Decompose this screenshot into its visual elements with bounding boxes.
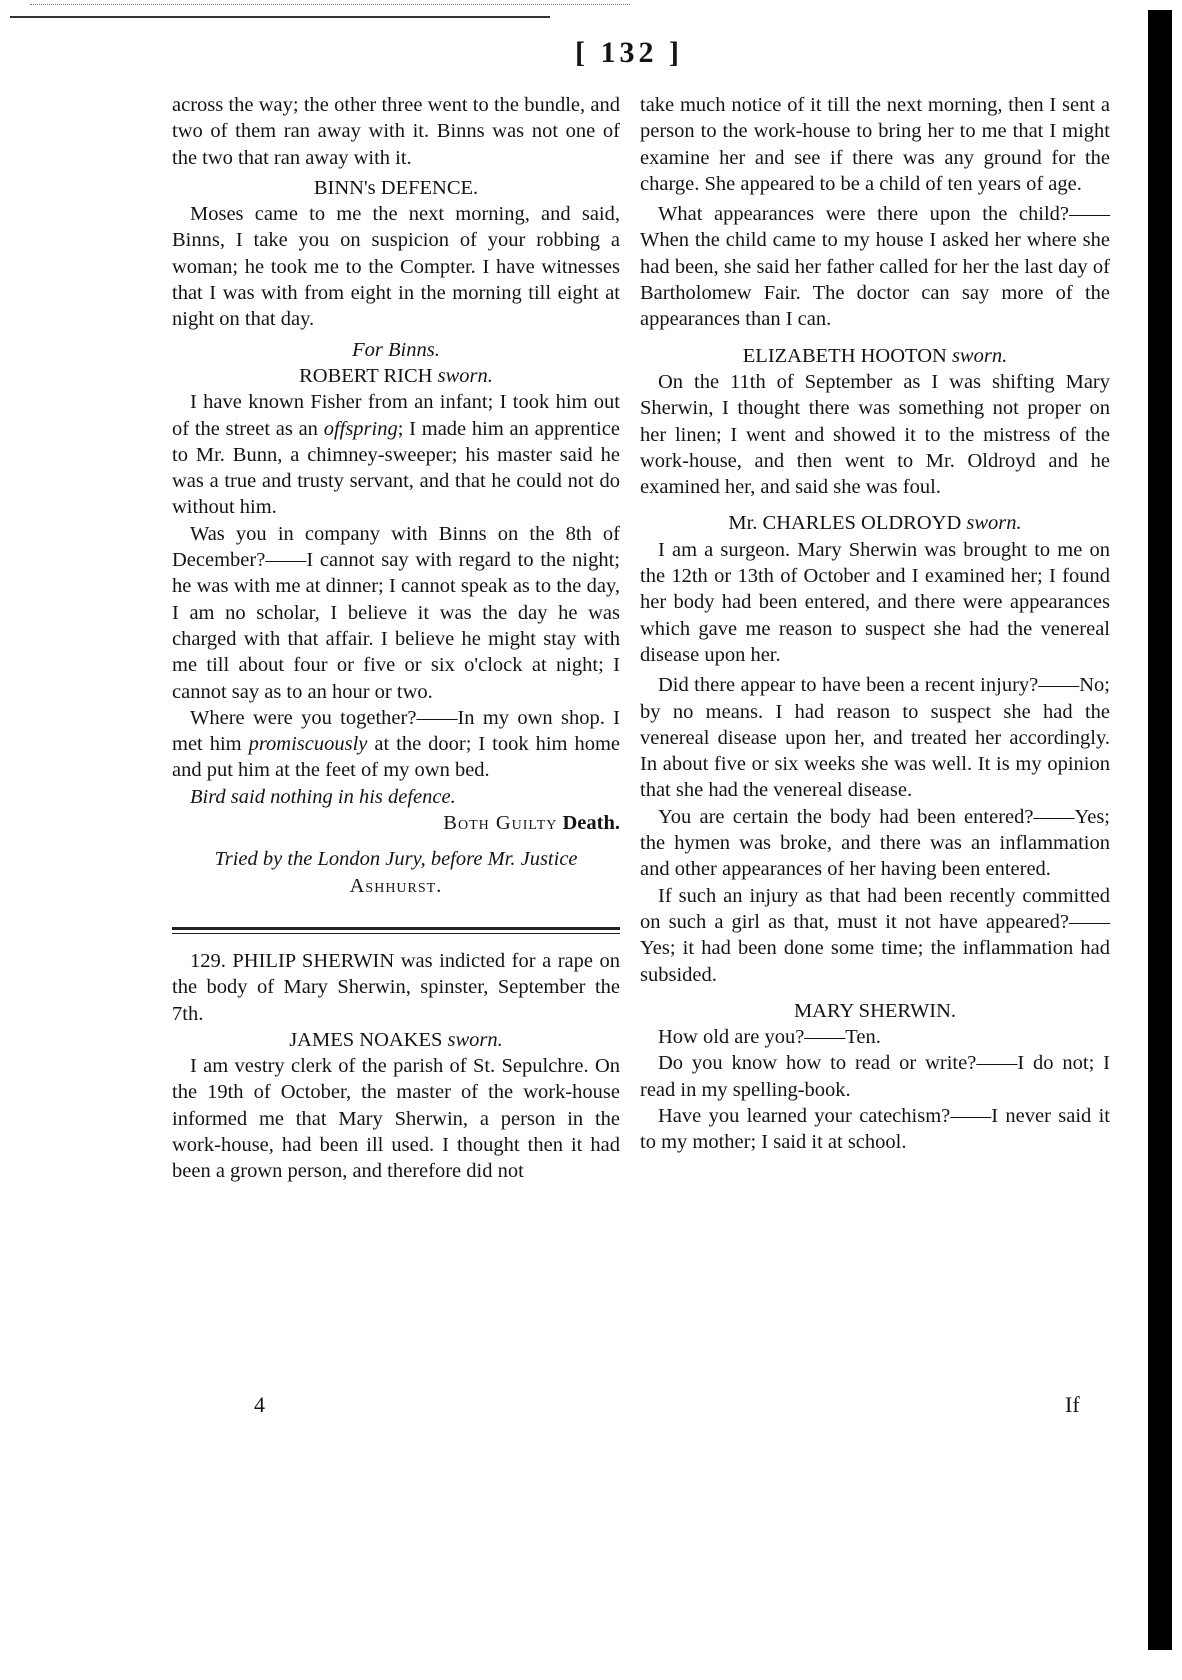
paragraph: Do you know how to read or write?——I do not; I read in my spelling-book. [640,1052,1110,1101]
jury-note-text: Tried by the London Jury, before Mr. Justice [214,848,578,871]
catchword: If [1065,1392,1080,1417]
paragraph: I am a surgeon. Mary Sherwin was brought to me on the 12th or 13th of October and I examined her; I found her body had been entered, and there were appearances which gave me reason to suspect she had the venereal disease upon her. [640,538,1110,666]
jury-note [172,846,620,899]
emphasis: promiscuously [248,733,368,756]
paragraph: I am vestry clerk of the parish of St. Sepulchre. On the 19th of October, the master of the work-house informed me that Mary Sherwin, a person in the work-house, had been ill used. I thought then it had been a grown person, and therefore did not [172,1055,620,1183]
sworn-label: sworn. [951,344,1008,367]
sworn-label: sworn. [437,364,493,387]
witness-group-label: For Binns. [352,338,440,361]
sworn-label: sworn. [966,512,1022,535]
paragraph: How old are you?——Ten. [658,1026,881,1049]
section-divider [172,927,620,934]
text-run: at the door; I took him home and put him at the feet of my own bed. [172,733,620,782]
top-rule [10,16,550,18]
witness-name: JAMES NOAKES [289,1028,443,1051]
paragraph: Have you learned your catechism?——I never said it to my mother; I said it at school. [640,1104,1110,1154]
paragraph: On the 11th of September as I was shifting Mary Sherwin, I thought there was something not proper on her linen; I went and showed it to the mistress of the work-house, and then went to Mr. Oldroyd and he examined her, and said she was foul. [640,370,1110,499]
paragraph: Was you in company with Binns on the 8th of December?——I cannot say with regard to the night; he was with me at dinner; I cannot speak as to the day, I am no scholar, I believe it was the day he was charged with that affair. I believe he might stay with me till about four or five or six o'clock at night; I cannot say as to an hour or two. [172,522,620,703]
text-run: I have known Fisher from an infant; I took him out of the street as an [172,391,620,440]
sentence-text: Death. [562,812,620,835]
paragraph: If such an injury as that had been recently committed on such a girl as that, must it not have appeared?——Yes; it had been done some time; the inflammation had subsided. [640,884,1110,986]
text-run: Where were you together?——In my own shop. I met him [172,706,620,756]
sworn-label: sworn. [447,1028,503,1051]
note: Bird said nothing in his defence. [190,785,456,808]
witness-heading [172,1027,620,1053]
signature-mark: 4 [254,1392,265,1417]
section-heading: MARY SHERWIN. [793,999,957,1022]
witness-heading [640,510,1110,536]
left-column [172,92,620,1185]
indictment-paragraph: 129. PHILIP SHERWIN was indicted for a rape on the body of Mary Sherwin, spinster, September the 7th. [172,949,620,1025]
binding-edge [1148,10,1172,1650]
paragraph: take much notice of it till the next morning, then I sent a person to the work-house to bring her to me that I might examine her and see if there was any ground for the charge. She appeared to be a child of ten years of age. [640,94,1110,195]
paragraph: Did there appear to have been a recent injury?——No; by no means. I had reason to suspect she had the venereal disease upon her, and treated her accordingly. In about five or six weeks she was well. It is my opinion that she had the venereal disease. [640,674,1110,802]
text-run: ; I made him an apprentice to Mr. Bunn, a chimney-sweeper; his master said he was a true and trusty servant, and that he could not do without him. [172,417,620,519]
verdict-text: Both Guilty [443,812,558,835]
witness-name: Mr. CHARLES OLDROYD [728,512,962,535]
paragraph: What appearances were there upon the child?——When the child came to my house I asked her where she had been, she said her father called for her the last day of Bartholomew Fair. The doctor can say more of the appearances than I can. [640,203,1110,331]
witness-heading [640,343,1110,369]
witness-name: ELIZABETH HOOTON [742,344,947,367]
section-heading: BINN's DEFENCE. [313,176,479,199]
paragraph: across the way; the other three went to the bundle, and two of them ran away with it. Binns was not one of the two that ran away with it. [172,94,620,169]
paragraph [172,705,620,784]
paragraph [172,389,620,520]
page-edge-marks [30,4,630,15]
page-number: [ 132 ] [575,36,683,69]
right-column [640,92,1110,1156]
paragraph: Moses came to me the next morning, and said, Binns, I take you on suspicion of your robbing a woman; he took me to the Compter. I have witnesses that I was with from eight in the morning till eight at night on that day. [172,203,620,331]
verdict [172,810,620,836]
paragraph: You are certain the body had been entered?——Yes; the hymen was broke, and there was an inflammation and other appearances of her having been entered. [640,805,1110,881]
witness-name: ROBERT RICH [299,364,433,387]
judge-name: Ashhurst. [349,874,443,897]
witness-heading [172,363,620,389]
emphasis: offspring [323,417,398,440]
